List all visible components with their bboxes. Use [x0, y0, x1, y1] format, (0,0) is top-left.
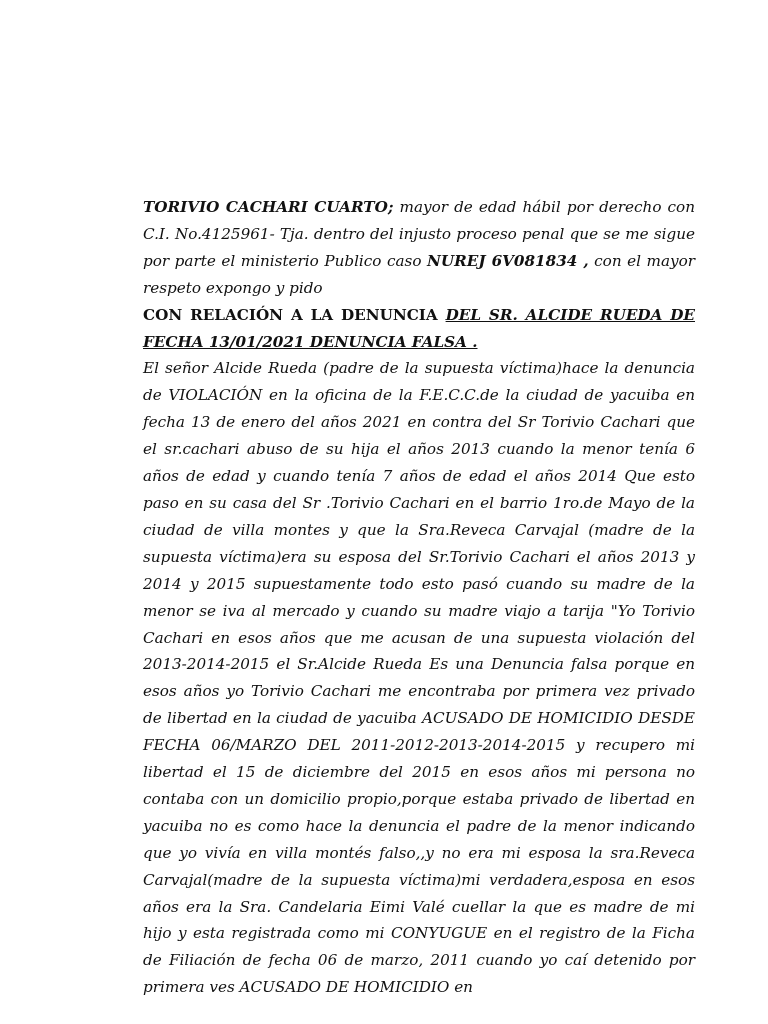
intro-paragraph [143, 194, 695, 302]
section-heading-main: CON RELACIÓN A LA DENUNCIA [143, 305, 446, 324]
intro-text-1: mayor de edad hábil por derecho con C.I. No.4125961- Tja. dentro del injusto proceso penal que se me sigue por parte el ministerio Publico caso [143, 198, 695, 270]
intro-text-2: con el mayor respeto expongo y pido [143, 251, 695, 297]
section-heading-sub: DEL SR. ALCIDE RUEDA DE FECHA 13/01/2021 DENUNCIA FALSA . [143, 305, 695, 351]
defendant-name: TORIVIO CACHARI CUARTO; [143, 198, 394, 216]
document-body [143, 194, 695, 1001]
body-paragraph: El señor Alcide Rueda (padre de la supuesta víctima)hace la denuncia de VIOLACIÓN en la oficina de la F.E.C.C.de la ciudad de yacuiba en fecha 13 de enero del años 2021 en contra del Sr Torivio Cachari que el sr.cachari abuso de su hija el años 2013 cuando la menor tenía 6 años de edad y cuando tenía 7 años de edad el años 2014 Que esto paso en su casa del Sr .Torivio Cachari en el barrio 1ro.de Mayo de la ciudad de villa montes y que la Sra.Reveca Carvajal (madre de la supuesta víctima)era su esposa del Sr.Torivio Cachari el años 2013 y 2014 y 2015 supuestamente todo esto pasó cuando su madre de la menor se iva al mercado y cuando su madre viajo a tarija "Yo Torivio Cachari en esos años que me acusan de una supuesta violación del 2013-2014-2015 el Sr.Alcide Rueda Es una Denuncia falsa porque en esos años yo Torivio Cachari me encontraba por primera vez privado de libertad en la ciudad de yacuiba ACUSADO DE HOMICIDIO DESDE FECHA 06/MARZO DEL 2011-2012-2013-2014-2015 y recupero mi libertad el 15 de diciembre del 2015 en esos años mi persona no contaba con un domicilio propio,porque estaba privado de libertad en yacuiba no es como hace la denuncia el padre de la menor indicando que yo vivía en villa montés falso,,y no era mi esposa la sra.Reveca Carvajal(madre de la supuesta víctima)mi verdadera,esposa en esos años era la Sra. Candelaria Eimi Valé cuellar la que es madre de mi hijo y esta registrada como mi CONYUGUE en el registro de la Ficha de Filiación de fecha 06 de marzo, 2011 cuando yo caí detenido por primera ves ACUSADO DE HOMICIDIO en [143, 359, 695, 997]
section-heading [143, 302, 695, 356]
case-reference: NUREJ 6V081834 , [427, 251, 589, 270]
